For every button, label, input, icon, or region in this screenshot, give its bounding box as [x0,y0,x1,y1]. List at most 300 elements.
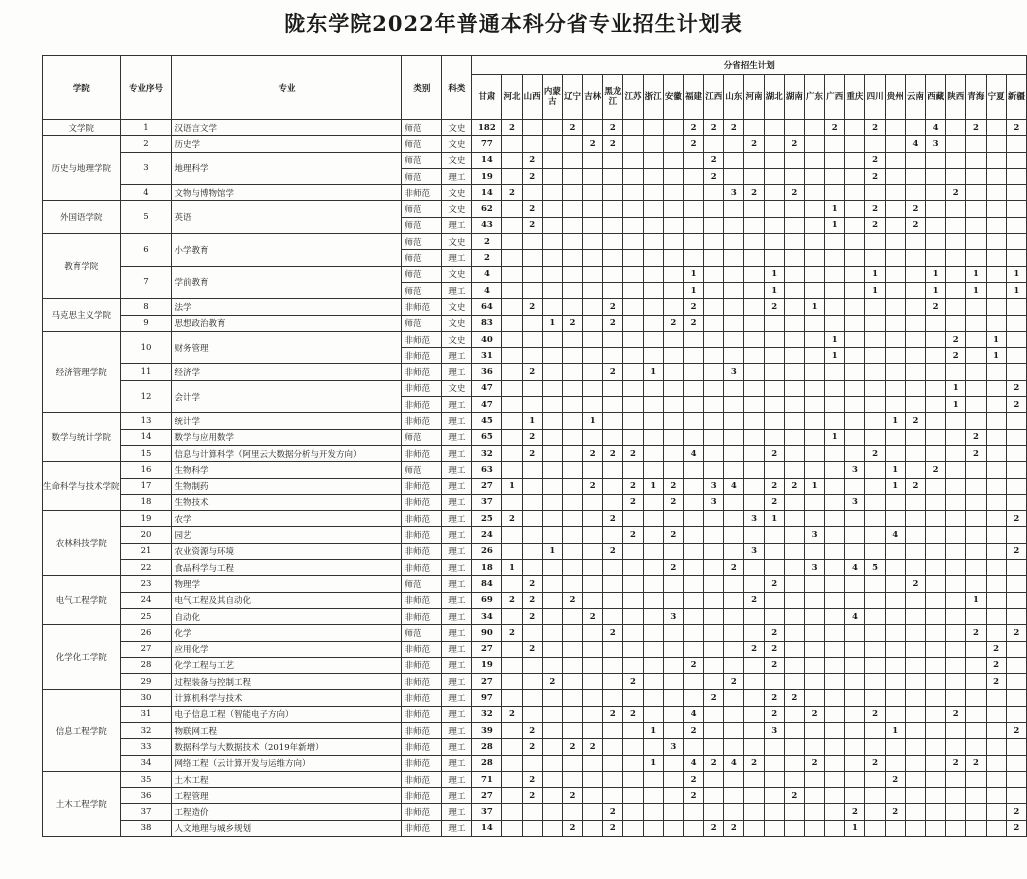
province-quota [583,592,603,608]
province-quota [583,674,603,690]
province-quota: 4 [926,120,946,136]
province-quota [643,250,663,266]
province-quota [966,527,986,543]
province-quota [562,201,582,217]
table-row [43,478,1027,494]
province-quota [926,788,946,804]
subject-cell: 文史 [442,185,472,201]
province-quota [845,511,865,527]
province-quota: 2 [583,445,603,461]
province-quota: 2 [804,755,824,771]
province-quota [966,413,986,429]
province-quota [784,641,804,657]
province-quota [845,429,865,445]
province-quota [764,608,784,624]
province-quota [522,397,542,413]
province-quota: 4 [683,755,703,771]
province-quota: 2 [966,120,986,136]
header-province: 湖南 [784,75,804,120]
province-quota [885,429,905,445]
major-name: 经济学 [172,364,402,380]
province-quota [905,397,925,413]
province-quota [643,674,663,690]
province-quota [744,788,764,804]
province-quota: 2 [804,706,824,722]
province-quota [926,576,946,592]
province-quota [784,168,804,184]
province-quota: 2 [502,120,522,136]
college-cell: 化学化工学院 [43,625,121,690]
category-cell: 非师范 [402,674,442,690]
province-quota: 2 [744,755,764,771]
gansu-total: 14 [472,185,502,201]
province-quota [865,657,885,673]
subject-cell: 理工 [442,771,472,787]
province-quota: 1 [502,478,522,494]
major-name: 财务管理 [172,331,402,364]
subject-cell: 理工 [442,478,472,494]
province-quota [542,527,562,543]
province-quota [623,413,643,429]
province-quota [804,462,824,478]
province-quota [643,234,663,250]
province-quota [603,282,623,298]
province-quota [502,168,522,184]
province-quota: 2 [704,152,724,168]
province-quota: 2 [603,445,623,461]
province-quota [905,168,925,184]
province-quota [663,152,683,168]
province-quota [583,120,603,136]
province-quota [926,348,946,364]
province-quota [502,266,522,282]
gansu-total: 26 [472,543,502,559]
province-quota [562,608,582,624]
province-quota [502,771,522,787]
province-quota [905,755,925,771]
province-quota [885,136,905,152]
province-quota [562,462,582,478]
province-quota [966,331,986,347]
subject-cell: 理工 [442,217,472,233]
province-quota [845,641,865,657]
province-quota [744,706,764,722]
province-quota [583,543,603,559]
province-quota: 2 [663,494,683,510]
province-quota: 2 [825,120,845,136]
province-quota [724,315,744,331]
province-quota [845,136,865,152]
province-quota: 2 [683,120,703,136]
province-quota [724,299,744,315]
province-quota [986,706,1006,722]
province-quota [865,315,885,331]
subject-cell: 理工 [442,543,472,559]
category-cell: 非师范 [402,608,442,624]
province-quota [704,315,724,331]
province-quota: 1 [683,282,703,298]
header-province: 湖北 [764,75,784,120]
province-quota [845,348,865,364]
province-quota [825,380,845,396]
province-quota [522,282,542,298]
province-quota [825,608,845,624]
province-quota [986,413,1006,429]
province-quota [542,657,562,673]
province-quota [946,820,966,836]
province-quota [522,527,542,543]
province-quota [926,234,946,250]
province-quota [804,413,824,429]
province-quota: 2 [663,315,683,331]
province-quota [603,657,623,673]
major-seq: 4 [120,185,172,201]
province-quota [562,543,582,559]
province-quota [986,266,1006,282]
gansu-total: 28 [472,739,502,755]
category-cell: 非师范 [402,445,442,461]
province-quota [926,690,946,706]
province-quota [683,625,703,641]
province-quota: 2 [784,136,804,152]
province-quota: 2 [865,706,885,722]
province-quota [946,804,966,820]
province-quota [663,625,683,641]
province-quota [905,641,925,657]
province-quota [643,706,663,722]
province-quota [643,266,663,282]
province-quota: 4 [885,527,905,543]
province-quota [905,185,925,201]
subject-cell: 理工 [442,250,472,266]
province-quota: 2 [905,217,925,233]
category-cell: 非师范 [402,641,442,657]
province-quota [562,397,582,413]
province-quota [926,478,946,494]
province-quota [744,771,764,787]
college-cell: 生命科学与技术学院 [43,462,121,511]
province-quota: 2 [603,136,623,152]
province-quota [946,788,966,804]
province-quota [683,168,703,184]
province-quota [966,722,986,738]
gansu-total: 64 [472,299,502,315]
province-quota [926,511,946,527]
province-quota [603,462,623,478]
province-quota: 2 [683,722,703,738]
province-quota: 2 [603,820,623,836]
province-quota [502,788,522,804]
province-quota [522,690,542,706]
province-quota [542,625,562,641]
province-quota [986,250,1006,266]
province-quota [542,771,562,787]
province-quota [744,625,764,641]
province-quota [865,576,885,592]
province-quota [986,364,1006,380]
province-quota [583,511,603,527]
province-quota [865,608,885,624]
table-row [43,152,1027,168]
province-quota [926,201,946,217]
province-quota [966,462,986,478]
province-quota [784,429,804,445]
subject-cell: 理工 [442,722,472,738]
table-row [43,608,1027,624]
province-quota: 2 [926,462,946,478]
province-quota [865,478,885,494]
province-quota: 4 [683,445,703,461]
subject-cell: 理工 [442,168,472,184]
province-quota [704,299,724,315]
header-province: 广西 [825,75,845,120]
province-quota: 4 [683,706,703,722]
province-quota: 1 [986,348,1006,364]
province-quota [542,234,562,250]
subject-cell: 理工 [442,462,472,478]
province-quota [905,706,925,722]
subject-cell: 理工 [442,527,472,543]
province-quota [603,788,623,804]
province-quota: 2 [522,608,542,624]
province-quota [724,641,744,657]
province-quota [744,331,764,347]
category-cell: 非师范 [402,804,442,820]
province-quota [623,576,643,592]
category-cell: 非师范 [402,657,442,673]
province-quota [946,527,966,543]
province-quota [1006,413,1026,429]
province-quota [744,299,764,315]
province-quota [522,478,542,494]
province-quota [502,755,522,771]
college-cell: 土木工程学院 [43,771,121,836]
major-name: 会计学 [172,380,402,413]
province-quota [542,152,562,168]
province-quota [926,739,946,755]
gansu-total: 24 [472,527,502,543]
province-quota [704,543,724,559]
province-quota [683,413,703,429]
province-quota [966,168,986,184]
province-quota [583,364,603,380]
province-quota: 2 [522,299,542,315]
province-quota [784,527,804,543]
table-row [43,690,1027,706]
province-quota [704,445,724,461]
province-quota: 2 [623,494,643,510]
province-quota [562,282,582,298]
province-quota [986,511,1006,527]
province-quota [522,136,542,152]
province-quota [764,788,784,804]
province-quota [804,576,824,592]
province-quota [583,576,603,592]
province-quota [643,380,663,396]
category-cell: 师范 [402,234,442,250]
province-quota: 2 [724,820,744,836]
province-quota [542,445,562,461]
province-quota [845,592,865,608]
province-quota [825,234,845,250]
header-province: 青海 [966,75,986,120]
province-quota [784,413,804,429]
province-quota [825,413,845,429]
major-name: 信息与计算科学（阿里云大数据分析与开发方向） [172,445,402,461]
province-quota: 2 [663,560,683,576]
province-quota [825,527,845,543]
province-quota [744,152,764,168]
province-quota [744,722,764,738]
major-seq: 2 [120,136,172,152]
province-quota: 2 [946,348,966,364]
province-quota [643,413,663,429]
province-quota [986,755,1006,771]
province-quota [764,201,784,217]
province-quota [946,152,966,168]
major-name: 文物与博物馆学 [172,185,402,201]
province-quota [764,674,784,690]
header-category: 类别 [402,56,442,120]
province-quota [643,641,663,657]
province-quota [905,608,925,624]
province-quota [764,234,784,250]
province-quota [583,266,603,282]
province-quota [502,608,522,624]
category-cell: 非师范 [402,413,442,429]
province-quota [663,788,683,804]
province-quota [966,380,986,396]
province-quota [926,722,946,738]
province-quota [986,429,1006,445]
province-quota [542,185,562,201]
table-row [43,771,1027,787]
province-quota: 2 [865,445,885,461]
province-quota [966,315,986,331]
province-quota [926,494,946,510]
province-quota: 2 [603,364,623,380]
province-quota [1006,136,1026,152]
major-name: 人文地理与城乡规划 [172,820,402,836]
province-quota [744,657,764,673]
province-quota [926,641,946,657]
province-quota [502,201,522,217]
province-quota: 1 [643,722,663,738]
major-seq: 7 [120,266,172,299]
province-quota [704,674,724,690]
major-seq: 26 [120,625,172,641]
subject-cell: 理工 [442,445,472,461]
major-name: 自动化 [172,608,402,624]
province-quota [583,152,603,168]
gansu-total: 77 [472,136,502,152]
province-quota [905,152,925,168]
header-province: 新疆 [1006,75,1026,120]
province-quota [946,560,966,576]
province-quota [885,266,905,282]
category-cell: 非师范 [402,739,442,755]
province-quota [966,560,986,576]
table-row [43,804,1027,820]
major-seq: 37 [120,804,172,820]
major-name: 计算机科学与技术 [172,690,402,706]
province-quota [804,804,824,820]
province-quota [825,722,845,738]
province-quota: 3 [724,185,744,201]
major-name: 生物技术 [172,494,402,510]
province-quota [663,722,683,738]
province-quota [966,657,986,673]
province-quota [704,641,724,657]
header-province: 内蒙古 [542,75,562,120]
province-quota [502,657,522,673]
province-quota [542,120,562,136]
province-quota [502,804,522,820]
province-quota: 2 [603,120,623,136]
province-quota [885,706,905,722]
province-quota: 3 [663,608,683,624]
province-quota [885,315,905,331]
province-quota [562,527,582,543]
province-quota [623,608,643,624]
province-quota [1006,657,1026,673]
province-quota [784,608,804,624]
header-province: 云南 [905,75,925,120]
province-quota [845,706,865,722]
province-quota: 3 [724,364,744,380]
province-quota [905,771,925,787]
province-quota [724,282,744,298]
major-name: 园艺 [172,527,402,543]
major-seq: 8 [120,299,172,315]
table-row [43,445,1027,461]
header-province: 吉林 [583,75,603,120]
province-quota [724,380,744,396]
province-quota [502,641,522,657]
header-seq: 专业序号 [120,56,172,120]
province-quota [885,445,905,461]
province-quota [643,527,663,543]
province-quota [522,560,542,576]
province-quota [764,315,784,331]
province-quota [804,348,824,364]
province-quota [966,674,986,690]
province-quota [926,380,946,396]
province-quota [825,478,845,494]
province-quota: 2 [764,657,784,673]
province-quota [804,397,824,413]
province-quota [825,364,845,380]
province-quota [502,413,522,429]
province-quota [704,364,724,380]
province-quota [784,625,804,641]
province-quota [784,250,804,266]
major-seq: 32 [120,722,172,738]
province-quota [1006,364,1026,380]
subject-cell: 理工 [442,364,472,380]
province-quota [704,804,724,820]
category-cell: 非师范 [402,706,442,722]
province-quota [845,201,865,217]
header-province: 甘肃 [472,75,502,120]
table-row [43,788,1027,804]
header-province: 山东 [724,75,744,120]
province-quota [542,478,562,494]
province-quota [885,690,905,706]
province-quota [562,576,582,592]
province-quota [865,462,885,478]
major-seq: 1 [120,120,172,136]
